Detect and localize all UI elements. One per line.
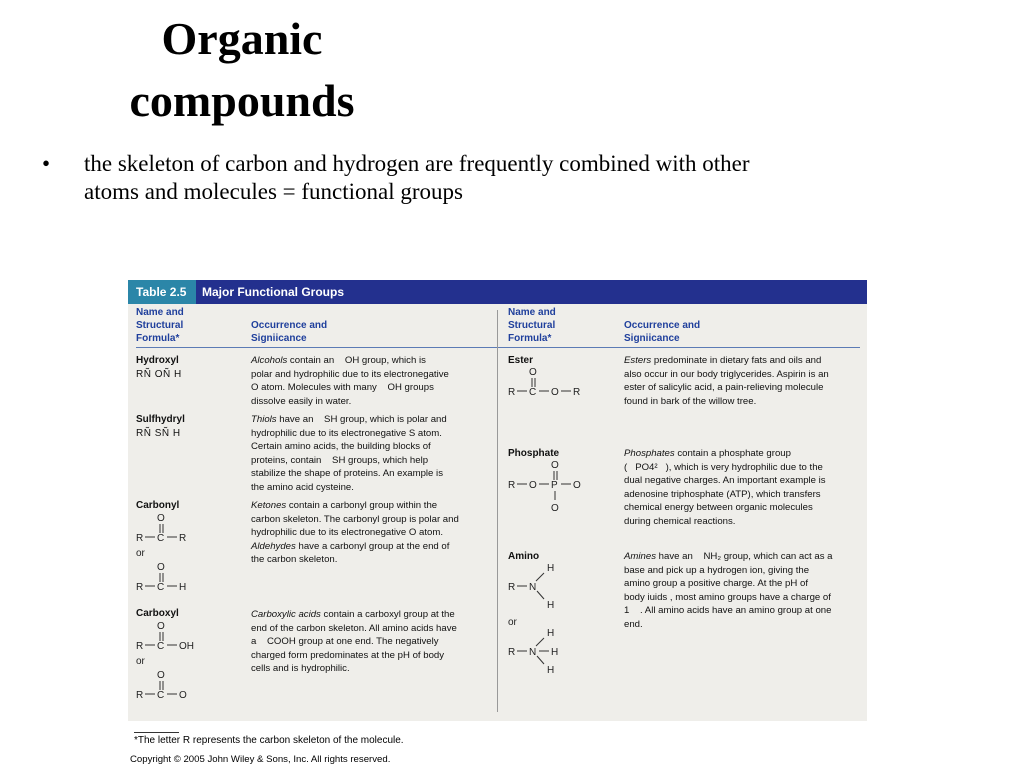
column-divider <box>497 310 498 712</box>
carbonyl-ketone-oxygen: O <box>157 513 165 524</box>
carboxylate-r: R <box>136 690 144 701</box>
group-name-carboxyl: Carboxyl <box>136 608 179 619</box>
desc-carboxyl: Carboxylic acids contain a carboxyl group at the end of the carbon skeleton. All amino acids have a COOH group at one end. The negatively charged form predominates at the pH of body cells and is hydrophilic. <box>251 609 457 675</box>
amino-bond-up <box>536 573 544 581</box>
phosphate-oxygen-right: O <box>573 480 581 491</box>
bullet-marker: • <box>42 151 51 176</box>
ester-oxygen: O <box>551 387 559 398</box>
group-name-sulfhydryl: Sulfhydryl <box>136 414 185 425</box>
carboxyl-or-label: or <box>136 656 145 667</box>
amino-nitrogen: N <box>529 582 537 593</box>
phosphate-structure-diagram <box>500 457 600 517</box>
carbonyl-or-label: or <box>136 548 145 559</box>
bullet-text-line-1: the skeleton of carbon and hydrogen are frequently combined with other <box>84 151 750 176</box>
group-name-ester: Ester <box>508 355 534 366</box>
ammonium-bond-down <box>537 656 544 664</box>
table-header-bar <box>128 280 867 304</box>
bullet-text-line-2: atoms and molecules = functional groups <box>84 179 463 204</box>
group-name-hydroxyl: Hydroxyl <box>136 355 179 366</box>
desc-phosphate: Phosphates contain a phosphate group ( PO4² ), which is very hydrophilic due to the dual negative charges. An important example is adenosine triphosphate (ATP), which transfers chemical energy between organic molecules during chemical reactions. <box>624 448 826 527</box>
carbonyl-structure-diagram <box>128 510 208 598</box>
col-header-occurrence: Occurrence and Signiicance <box>251 320 328 344</box>
carbonyl-ketone-r-left: R <box>136 533 144 544</box>
ester-structure-diagram <box>500 364 600 404</box>
ammonium-bond-up <box>536 638 544 646</box>
desc-hydroxyl: Alcohols contain an OH group, which is polar and hydrophilic due to its electronegative O atom. Molecules with many OH groups dissolve easily in water. <box>251 355 449 407</box>
col-header-occurrence-right: Occurrence and Signiicance <box>624 320 701 344</box>
title-line-1: Organic <box>161 13 323 64</box>
copyright-notice: Copyright © 2005 John Wiley & Sons, Inc. All rights reserved. <box>130 754 391 765</box>
group-name-carbonyl: Carbonyl <box>136 500 180 511</box>
ammonium-hydrogen-bottom: H <box>547 665 555 676</box>
title-line-2: compounds <box>129 75 355 126</box>
formula-hydroxyl: RÑ OÑ H <box>136 369 182 380</box>
desc-amino: Amines have an NH₂ group, which can act as a base and pick up a hydrogen ion, giving the amino group a positive charge. At the pH of body iuids , most amino groups have a charge of 1 . All amino acids have an amino group at one end. <box>624 551 833 630</box>
amino-hydrogen-bottom: H <box>547 600 555 611</box>
group-name-amino: Amino <box>508 551 540 562</box>
amino-or-label: or <box>508 617 517 628</box>
carbonyl-aldehyde-oxygen: O <box>157 562 165 573</box>
carbonyl-ketone-r-right: R <box>179 533 187 544</box>
phosphate-oxygen-bottom: O <box>551 503 559 514</box>
slide-title <box>0 8 484 132</box>
col-header-name-formula-right: Name and Structural Formula* <box>508 307 556 344</box>
carboxyl-acid-r: R <box>136 641 144 652</box>
amino-structure-diagram <box>500 560 600 675</box>
amino-r: R <box>508 582 516 593</box>
amino-hydrogen-top: H <box>547 563 555 574</box>
ammonium-r: R <box>508 647 516 658</box>
ammonium-hydrogen-right: H <box>551 647 559 658</box>
ester-r-left: R <box>508 387 516 398</box>
carboxyl-acid-carbon: C <box>157 641 165 652</box>
table-footnote: *The letter R represents the carbon skeleton of the molecule. <box>134 735 404 746</box>
col-header-name-formula: Name and Structural Formula* <box>136 307 184 344</box>
desc-sulfhydryl: Thiols have an SH group, which is polar and hydrophilic due to its electronegative S atom. Certain amino acids, the building blocks of proteins, contain SH groups, which help stabilize the shape of proteins. An example is the amino acid cysteine. <box>251 414 447 493</box>
footnote-rule <box>134 732 179 733</box>
carboxylate-carbon: C <box>157 690 165 701</box>
phosphate-oxygen-top: O <box>551 460 559 471</box>
carbonyl-ketone-carbon: C <box>157 533 165 544</box>
ester-carbonyl-oxygen: O <box>529 367 537 378</box>
carboxyl-acid-hydroxyl: OH <box>179 641 194 652</box>
carbonyl-aldehyde-carbon: C <box>157 582 165 593</box>
table-number: Table 2.5 <box>128 280 196 304</box>
table-caption: Major Functional Groups <box>202 285 345 299</box>
desc-ester: Esters predominate in dietary fats and oils and also occur in our body triglycerides. Aspirin is an ester of salicylic acid, a pain-relieving molecule found in bark of the willow tree. <box>624 355 829 407</box>
ester-r-right: R <box>573 387 581 398</box>
formula-sulfhydryl: RÑ SÑ H <box>136 428 181 439</box>
group-name-phosphate: Phosphate <box>508 448 560 459</box>
carboxylate-oxygen-top: O <box>157 670 165 681</box>
carbonyl-aldehyde-r: R <box>136 582 144 593</box>
header-rule <box>136 347 860 348</box>
bullet-text <box>84 150 944 206</box>
carbonyl-aldehyde-hydrogen: H <box>179 582 187 593</box>
ammonium-nitrogen: N <box>529 647 537 658</box>
ammonium-hydrogen-top: H <box>547 628 555 639</box>
carboxyl-acid-oxygen: O <box>157 621 165 632</box>
desc-carbonyl: Ketones contain a carbonyl group within the carbon skeleton. The carbonyl group is polar and hydrophilic due to its electronegative O atom. Aldehydes have a carbonyl group at the end of the carbon skeleton. <box>251 500 459 566</box>
phosphate-phosphorus: P <box>551 480 558 491</box>
functional-groups-table <box>128 280 867 721</box>
carboxylate-oxygen-right: O <box>179 690 187 701</box>
ester-carbon: C <box>529 387 537 398</box>
phosphate-bridge-oxygen: O <box>529 480 537 491</box>
carboxyl-structure-diagram <box>128 618 218 708</box>
phosphate-r: R <box>508 480 516 491</box>
amino-bond-down <box>537 591 544 599</box>
